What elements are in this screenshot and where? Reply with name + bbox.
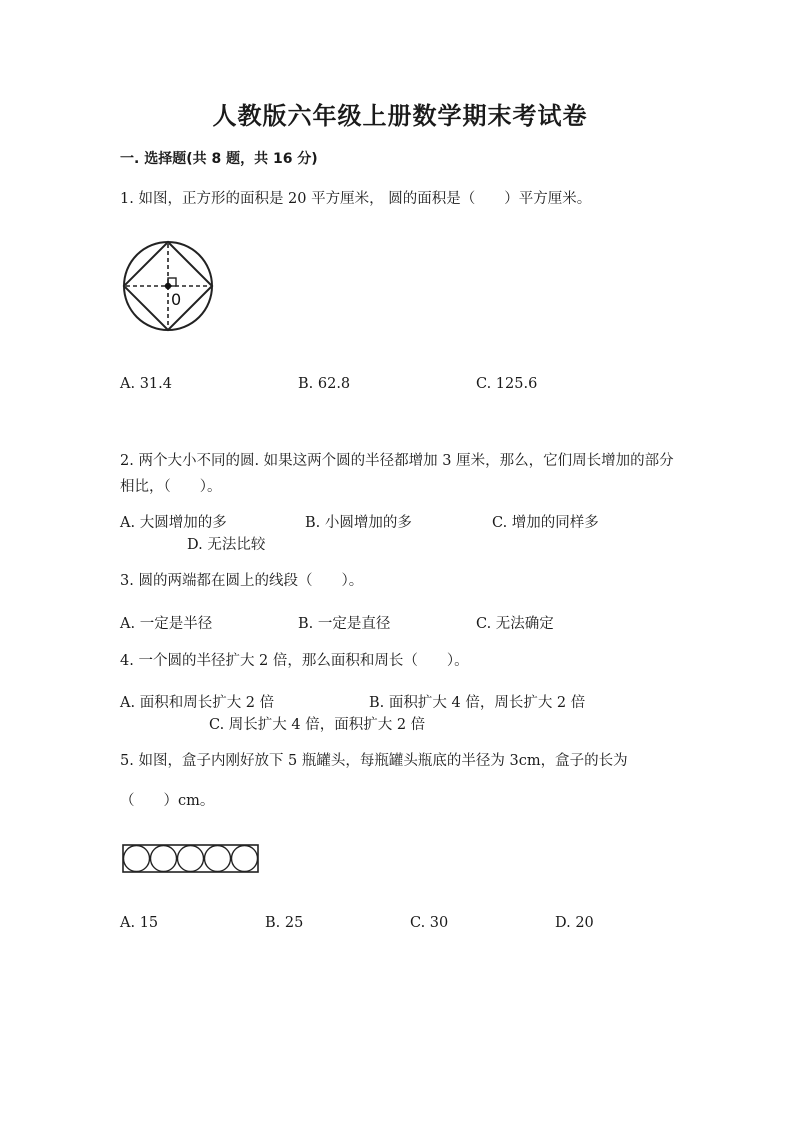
question-5-option-a[interactable]: A. 15 [120, 915, 159, 931]
section-heading: 一. 选择题(共 8 题，共 16 分) [120, 151, 318, 167]
question-3-option-c[interactable]: C. 无法确定 [476, 616, 554, 632]
question-2-option-c[interactable]: C. 增加的同样多 [492, 515, 599, 531]
question-5-option-b[interactable]: B. 25 [265, 915, 304, 931]
question-5-text-line2: （ ）cm。 [120, 793, 215, 809]
question-3-option-a[interactable]: A. 一定是半径 [120, 616, 213, 632]
question-3-text: 3. 圆的两端都在圆上的线段（ ）。 [120, 573, 364, 589]
circle-square-figure [122, 240, 214, 332]
question-2-text: 2. 两个大小不同的圆. 如果这两个圆的半径都增加 3 厘米，那么，它们周长增加的部分相比，（ ）。 [120, 453, 674, 495]
box-with-cans-figure [122, 844, 260, 874]
question-2-option-b[interactable]: B. 小圆增加的多 [305, 515, 412, 531]
question-5-option-c[interactable]: C. 30 [410, 915, 449, 931]
question-1-text: 1. 如图，正方形的面积是 20 平方厘米， 圆的面积是（ ）平方厘米。 [120, 191, 592, 207]
question-3-option-b[interactable]: B. 一定是直径 [298, 616, 391, 632]
question-4-option-a[interactable]: A. 面积和周长扩大 2 倍 [120, 695, 275, 711]
page-title: 人教版六年级上册数学期末考试卷 [212, 102, 588, 130]
question-2-option-a[interactable]: A. 大圆增加的多 [120, 515, 227, 531]
question-2-option-d[interactable]: D. 无法比较 [187, 537, 266, 553]
question-4-option-b[interactable]: B. 面积扩大 4 倍，周长扩大 2 倍 [369, 695, 586, 711]
question-1-option-b[interactable]: B. 62.8 [298, 376, 351, 392]
question-5-option-d[interactable]: D. 20 [555, 915, 594, 931]
question-4-text: 4. 一个圆的半径扩大 2 倍，那么面积和周长（ ）。 [120, 653, 469, 669]
question-5-text-line1: 5. 如图，盒子内刚好放下 5 瓶罐头，每瓶罐头瓶底的半径为 3cm，盒子的长为 [120, 753, 628, 769]
question-4-option-c[interactable]: C. 周长扩大 4 倍，面积扩大 2 倍 [209, 717, 426, 733]
question-1-option-a[interactable]: A. 31.4 [120, 376, 172, 392]
center-label: 0 [171, 290, 182, 309]
question-1-option-c[interactable]: C. 125.6 [476, 376, 538, 392]
